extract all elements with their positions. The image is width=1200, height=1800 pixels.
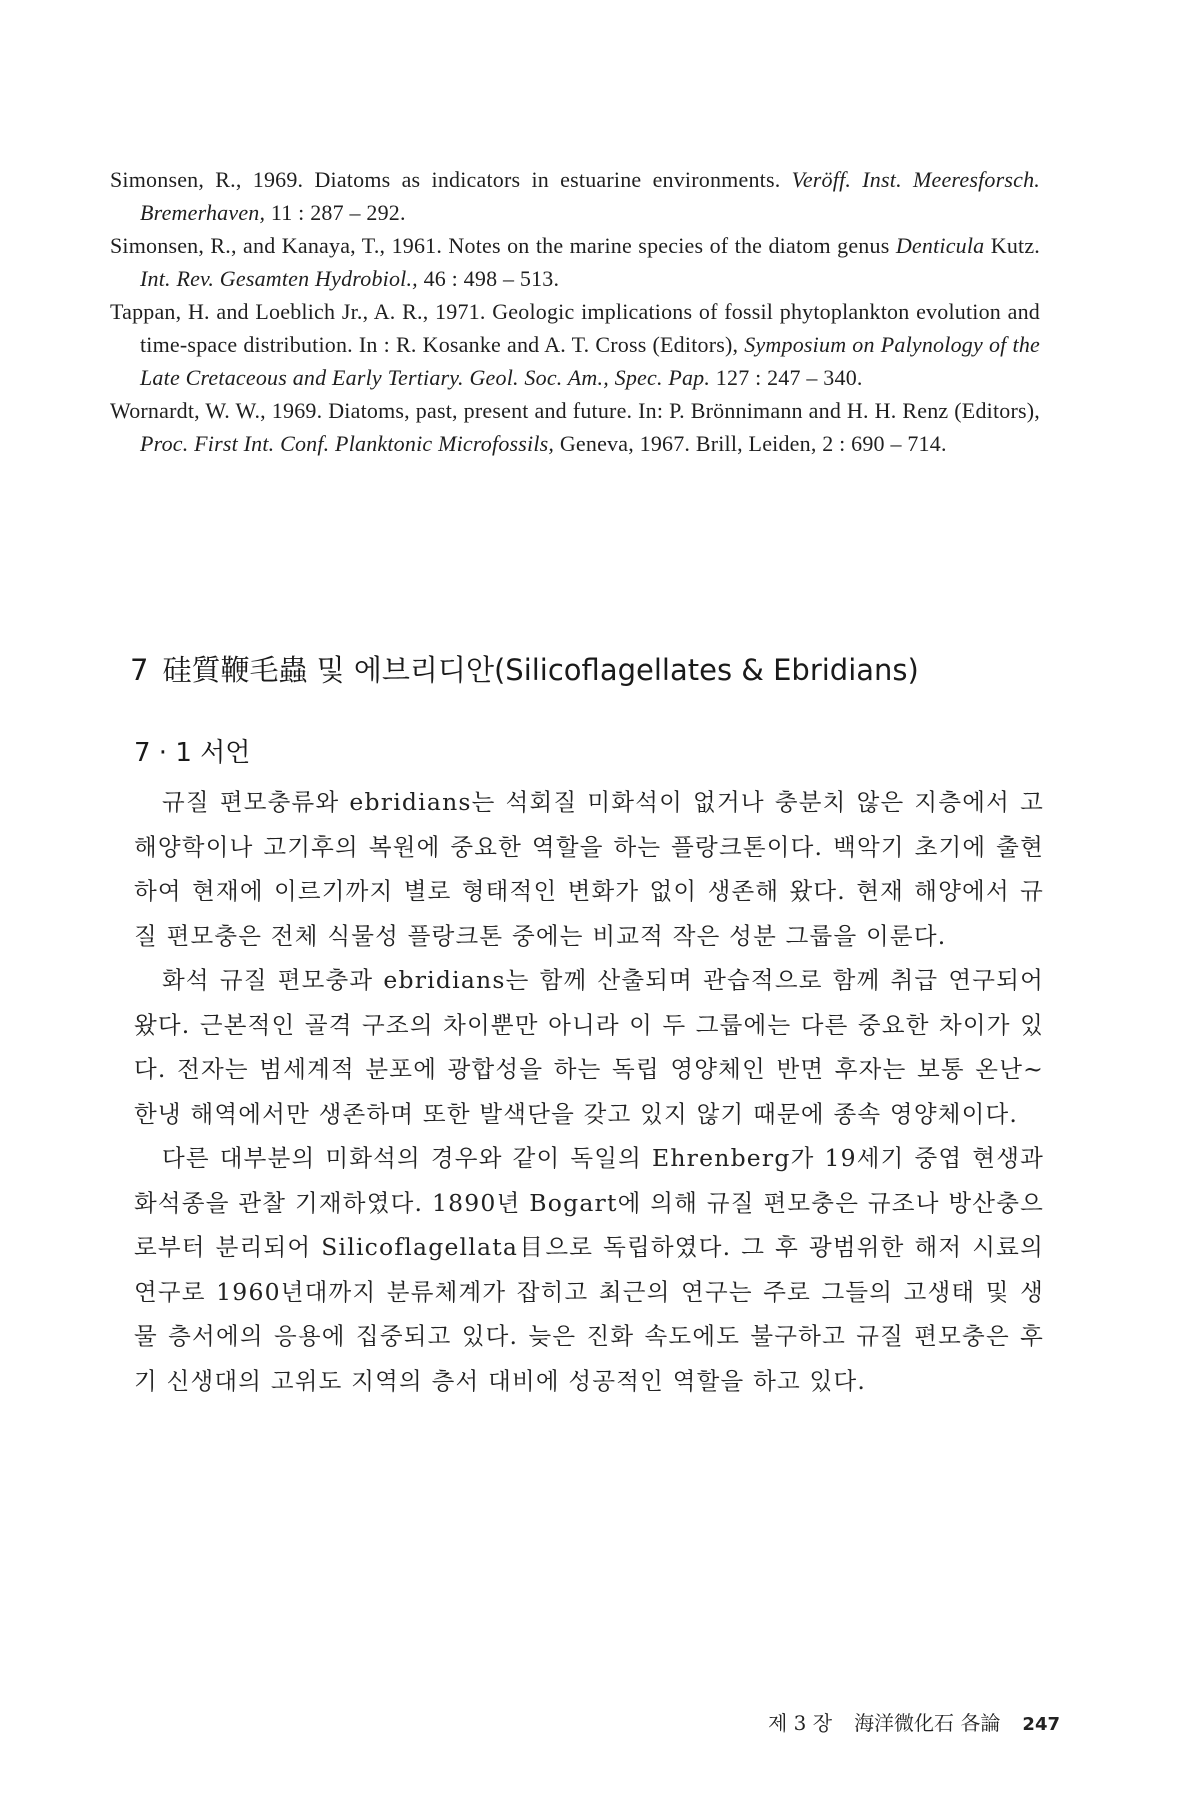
- reference-text: Wornardt, W. W., 1969. Diatoms, past, present and future. In: P. Brönnimann and H. H. Renz (Editors),: [110, 398, 1040, 423]
- paragraph: 화석 규질 편모충과 ebridians는 함께 산출되며 관습적으로 함께 취급 연구되어 왔다. 근본적인 골격 구조의 차이뿐만 아니라 이 두 그룹에는 다른 중요한 차이가 있다. 전자는 범세계적 분포에 광합성을 하는 독립 영양체인 반면 후자는 보통 온난~한냉 해역에서만 생존하며 또한 발색단을 갖고 있지 않기 때문에 종속 영양체이다.: [134, 966, 1044, 1128]
- reference-italic-title: Veröff. Inst. Meeresforsch. Bremerhaven,: [140, 167, 1040, 225]
- reference-text: 127 : 247 – 340.: [710, 365, 863, 390]
- section-title-text: 硅質鞭毛蟲 및 에브리디안(Silicoflagellates & Ebridians): [162, 653, 919, 687]
- reference-text: 46 : 498 – 513.: [417, 266, 560, 291]
- subsection-number: 7 · 1: [134, 738, 192, 768]
- subsection-title-text: 서언: [200, 738, 251, 768]
- reference-text: 11 : 287 – 292.: [265, 200, 406, 225]
- subsection-heading: [134, 735, 250, 771]
- reference-entry: [110, 295, 1040, 394]
- paragraph: 규질 편모충류와 ebridians는 석회질 미화석이 없거나 충분치 않은 지층에서 고해양학이나 고기후의 복원에 중요한 역할을 하는 플랑크톤이다. 백악기 초기에 출현하여 현재에 이르기까지 별로 형태적인 변화가 없이 생존해 왔다. 현재 해양에서 규질 편모충은 전체 식물성 플랑크톤 중에는 비교적 작은 성분 그룹을 이룬다.: [134, 788, 1044, 950]
- footer-chapter: 제 3 장: [767, 1711, 833, 1735]
- reference-text: Simonsen, R., 1969. Diatoms as indicators in estuarine environments.: [110, 167, 792, 192]
- reference-text: Geneva, 1967. Brill, Leiden, 2 : 690 – 714.: [554, 431, 947, 456]
- reference-text: Kutz.: [984, 233, 1041, 258]
- reference-list: [110, 163, 1040, 460]
- reference-entry: [110, 229, 1040, 295]
- section-heading: [130, 650, 1060, 690]
- reference-italic-title: Int. Rev. Gesamten Hydrobiol.,: [140, 266, 418, 291]
- page-footer: [768, 1708, 1060, 1740]
- reference-text: Tappan, H. and Loeblich Jr., A. R., 1971. Geologic implications of fossil phytoplankton evolution and time-space distribution. In : R. Kosanke and A. T. Cross (Editors),: [110, 299, 1040, 357]
- reference-entry: [110, 163, 1040, 229]
- footer-book-title: 海洋微化石 各論: [854, 1711, 1001, 1735]
- reference-text: Simonsen, R., and Kanaya, T., 1961. Notes on the marine species of the diatom genus: [110, 233, 896, 258]
- reference-italic-title: Symposium on Palynology of the Late Cretaceous and Early Tertiary. Geol. Soc. Am., Spec. Pap.: [140, 332, 1040, 390]
- paragraph: 다른 대부분의 미화석의 경우와 같이 독일의 Ehrenberg가 19세기 중엽 현생과 화석종을 관찰 기재하였다. 1890년 Bogart에 의해 규질 편모충은 규조나 방산충으로부터 분리되어 Silicoflagellata目으로 독립하였다. 그 후 광범위한 해저 시료의 연구로 1960년대까지 분류체계가 잡히고 최근의 연구는 주로 그들의 고생태 및 생물 층서에의 응용에 집중되고 있다. 늦은 진화 속도에도 불구하고 규질 편모충은 후기 신생대의 고위도 지역의 층서 대비에 성공적인 역할을 하고 있다.: [134, 1144, 1044, 1395]
- section-number: 7: [130, 653, 149, 687]
- reference-entry: [110, 394, 1040, 460]
- body-text: [134, 780, 1044, 1403]
- reference-italic-title: Denticula: [895, 233, 985, 258]
- reference-italic-title: Proc. First Int. Conf. Planktonic Microfossils,: [140, 431, 555, 456]
- page-number: 247: [1022, 1714, 1060, 1735]
